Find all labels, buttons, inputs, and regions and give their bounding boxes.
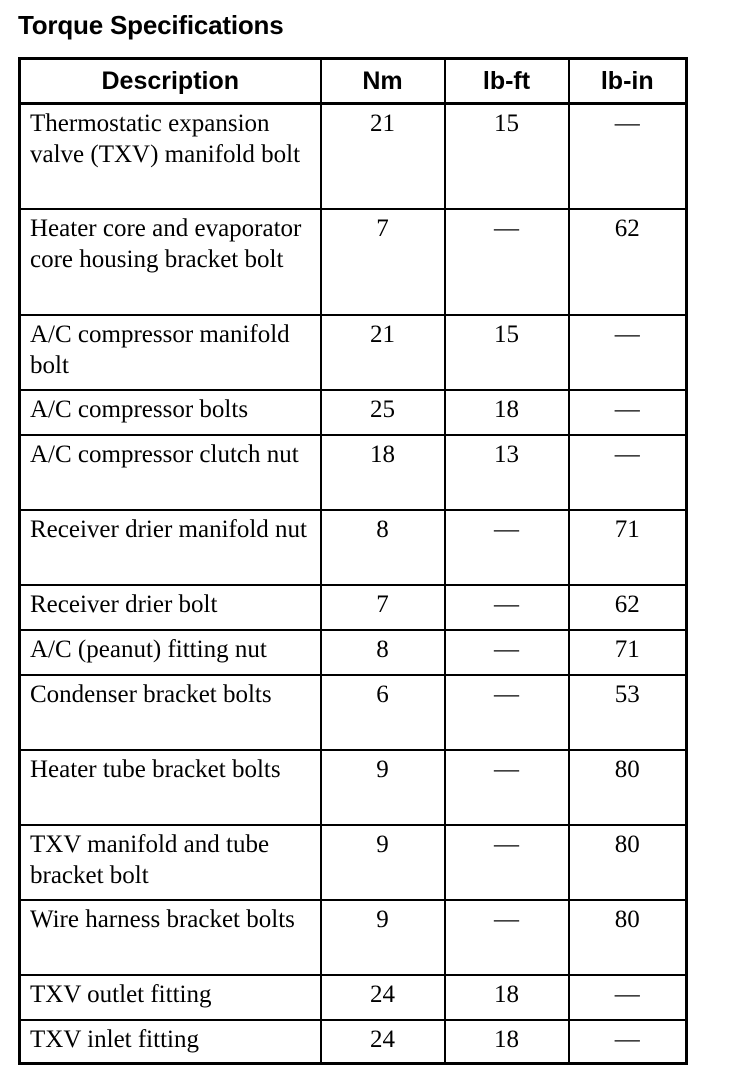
cell-description: Condenser bracket bolts: [20, 675, 321, 750]
cell-nm: 8: [321, 510, 445, 585]
cell-nm: 24: [321, 1020, 445, 1064]
cell-nm: 6: [321, 675, 445, 750]
cell-lb-ft: —: [445, 675, 569, 750]
cell-nm: 9: [321, 750, 445, 825]
cell-lb-ft: 18: [445, 975, 569, 1020]
torque-specifications-table: [18, 57, 688, 1065]
cell-nm: 8: [321, 630, 445, 675]
cell-description: Wire harness bracket bolts: [20, 900, 321, 975]
cell-lb-ft: —: [445, 209, 569, 315]
cell-lb-ft: 18: [445, 390, 569, 435]
table-row: [20, 675, 687, 750]
cell-nm: 9: [321, 900, 445, 975]
cell-description: A/C compressor manifold bolt: [20, 315, 321, 390]
cell-lb-in: 53: [569, 675, 687, 750]
cell-lb-in: —: [569, 390, 687, 435]
cell-description: Receiver drier manifold nut: [20, 510, 321, 585]
table-row: [20, 104, 687, 209]
cell-description: Thermostatic expansion valve (TXV) manifold bolt: [20, 104, 321, 209]
cell-lb-in: —: [569, 435, 687, 510]
cell-lb-ft: —: [445, 510, 569, 585]
cell-lb-in: —: [569, 975, 687, 1020]
cell-lb-ft: —: [445, 630, 569, 675]
cell-description: TXV inlet fitting: [20, 1020, 321, 1064]
cell-nm: 25: [321, 390, 445, 435]
cell-lb-in: 71: [569, 510, 687, 585]
table-row: [20, 209, 687, 315]
column-header-nm: Nm: [321, 59, 445, 104]
table-row: [20, 825, 687, 900]
cell-nm: 21: [321, 104, 445, 209]
cell-lb-ft: —: [445, 825, 569, 900]
cell-nm: 24: [321, 975, 445, 1020]
cell-lb-in: —: [569, 1020, 687, 1064]
cell-lb-ft: —: [445, 585, 569, 630]
table-row: [20, 750, 687, 825]
page-title: Torque Specifications: [18, 10, 284, 40]
table-row: [20, 315, 687, 390]
cell-lb-in: 80: [569, 825, 687, 900]
cell-lb-in: 71: [569, 630, 687, 675]
table-row: [20, 630, 687, 675]
cell-nm: 7: [321, 585, 445, 630]
table-header-row: [20, 59, 687, 104]
cell-description: TXV outlet fitting: [20, 975, 321, 1020]
cell-description: Heater core and evaporator core housing bracket bolt: [20, 209, 321, 315]
column-header-lb-ft: lb-ft: [445, 59, 569, 104]
cell-description: Heater tube bracket bolts: [20, 750, 321, 825]
cell-nm: 18: [321, 435, 445, 510]
cell-lb-ft: 13: [445, 435, 569, 510]
cell-description: A/C compressor clutch nut: [20, 435, 321, 510]
cell-lb-ft: —: [445, 900, 569, 975]
cell-lb-ft: —: [445, 750, 569, 825]
cell-nm: 7: [321, 209, 445, 315]
cell-nm: 21: [321, 315, 445, 390]
cell-lb-in: —: [569, 104, 687, 209]
cell-lb-in: —: [569, 315, 687, 390]
cell-nm: 9: [321, 825, 445, 900]
cell-description: A/C (peanut) fitting nut: [20, 630, 321, 675]
cell-description: Receiver drier bolt: [20, 585, 321, 630]
cell-lb-in: 80: [569, 900, 687, 975]
column-header-lb-in: lb-in: [569, 59, 687, 104]
cell-lb-ft: 15: [445, 104, 569, 209]
table-row: [20, 435, 687, 510]
table-row: [20, 1020, 687, 1064]
cell-lb-in: 62: [569, 209, 687, 315]
cell-lb-ft: 15: [445, 315, 569, 390]
table-row: [20, 975, 687, 1020]
cell-description: TXV manifold and tube bracket bolt: [20, 825, 321, 900]
cell-lb-ft: 18: [445, 1020, 569, 1064]
table-row: [20, 900, 687, 975]
cell-lb-in: 62: [569, 585, 687, 630]
table-row: [20, 390, 687, 435]
cell-description: A/C compressor bolts: [20, 390, 321, 435]
table-row: [20, 510, 687, 585]
column-header-description: Description: [20, 59, 321, 104]
cell-lb-in: 80: [569, 750, 687, 825]
table-row: [20, 585, 687, 630]
